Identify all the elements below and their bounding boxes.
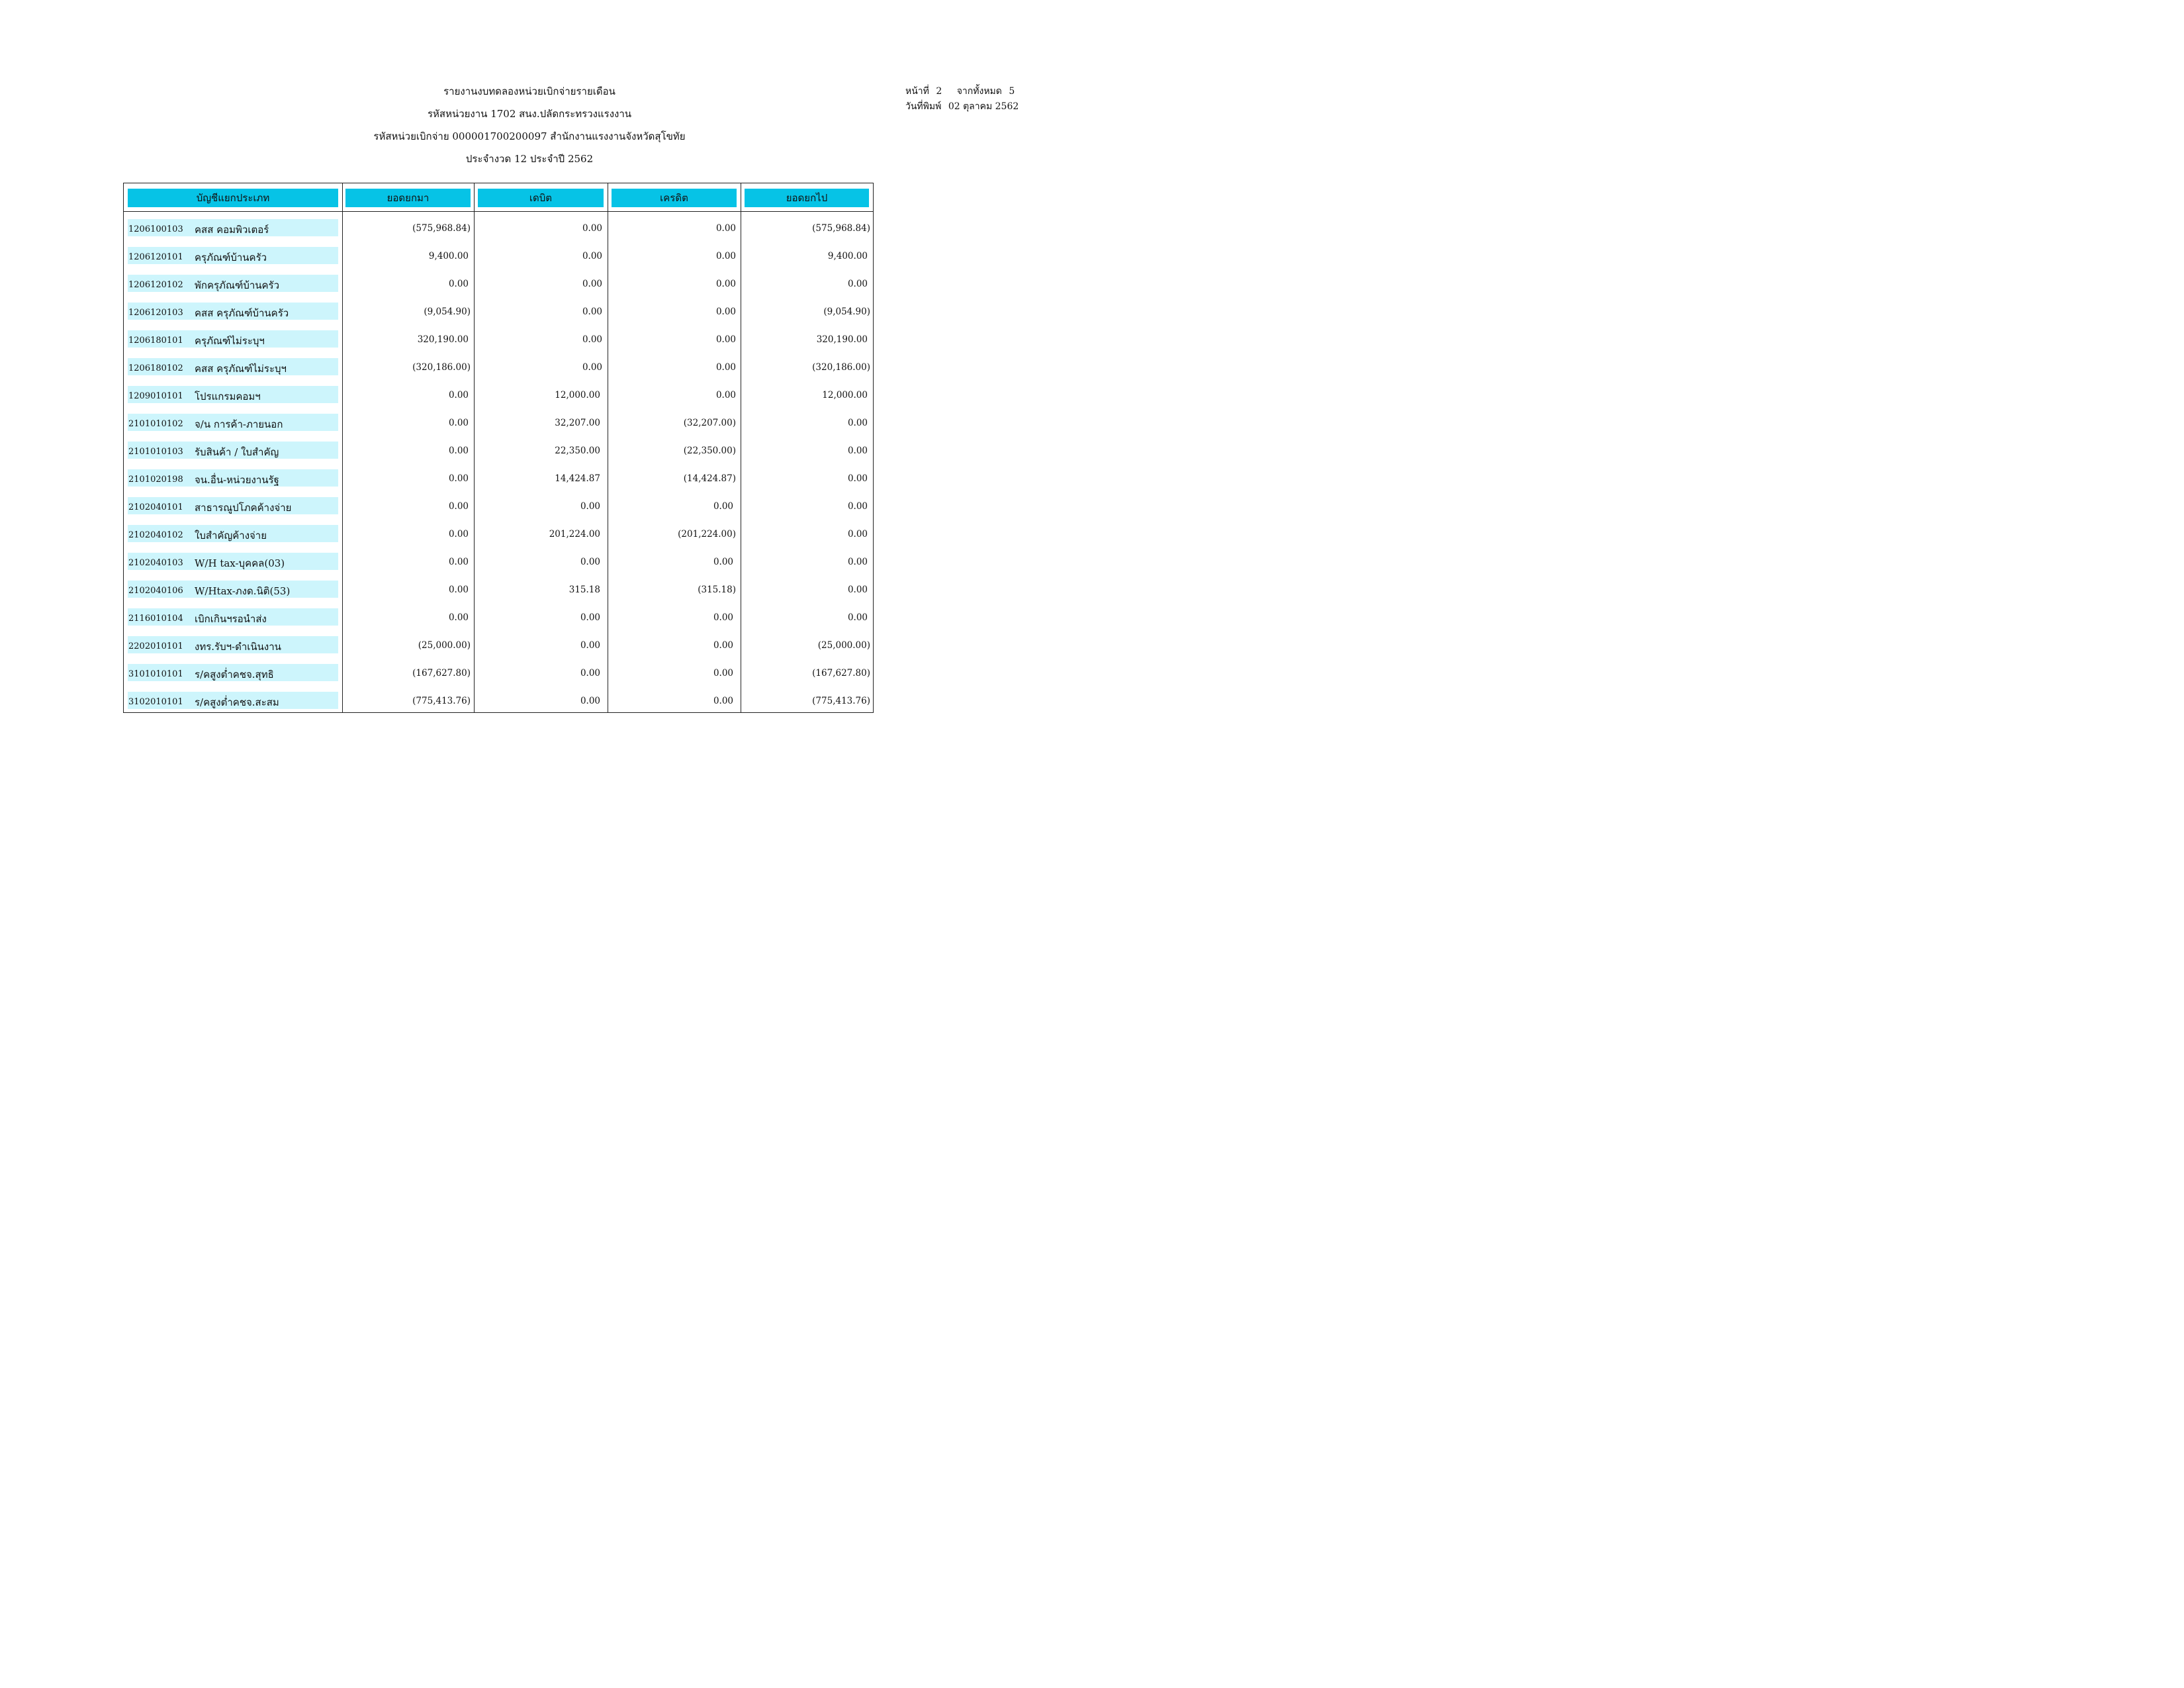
debit-value: 315.18 [569,585,600,595]
page-info [905,84,1015,99]
brought-forward-value: 0.00 [448,501,469,512]
column-header-brought-forward: ยอดยกมา [345,189,471,207]
account-code: 2101020198 [128,475,183,485]
debit-value: 201,224.00 [549,529,600,539]
column-header-account: บัญชีแยกประเภท [128,189,338,207]
table-row [0,386,1048,403]
account-cell [128,330,338,348]
carried-forward-value: (575,968.84) [812,223,870,234]
account-code: 2102040101 [128,502,183,512]
credit-value: (14,424.87) [683,473,736,484]
account-cell [128,636,338,653]
agency-line: รหัสหน่วยงาน 1702 สนง.ปลัดกระทรวงแรงงาน [427,108,632,120]
carried-forward-value: 12,000.00 [822,390,868,400]
table-row [0,469,1048,487]
brought-forward-value: 320,190.00 [417,334,469,345]
account-cell [128,692,338,709]
credit-value: (201,224.00) [678,529,736,539]
table-row [0,442,1048,459]
debit-value: 0.00 [582,223,602,234]
account-name: โปรแกรมคอมฯ [195,391,261,402]
brought-forward-value: (25,000.00) [418,640,471,651]
debit-value: 32,207.00 [555,418,600,428]
brought-forward-value: 0.00 [448,279,469,289]
carried-forward-value: 0.00 [847,418,868,428]
debit-value: 0.00 [580,640,600,651]
debit-value: 12,000.00 [555,390,600,400]
account-cell [128,469,338,487]
brought-forward-value: (575,968.84) [412,223,471,234]
page-number: 2 [936,86,942,97]
account-name: คสส ครุภัณฑ์ไม่ระบุฯ [195,363,287,375]
account-cell [128,553,338,570]
table-row [0,247,1048,264]
account-cell [128,303,338,320]
column-header-debit: เดบิต [478,189,604,207]
account-cell [128,442,338,459]
column-header-carried-forward: ยอดยกไป [745,189,869,207]
brought-forward-value: 0.00 [448,445,469,456]
account-code: 2102040106 [128,586,183,596]
credit-value: (315.18) [698,585,736,595]
carried-forward-value: 0.00 [847,473,868,484]
table-row [0,497,1048,514]
period-line: ประจำงวด 12 ประจำปี 2562 [465,153,594,165]
brought-forward-value: 0.00 [448,585,469,595]
debit-value: 14,424.87 [555,473,600,484]
brought-forward-value: 0.00 [448,557,469,567]
credit-value: 0.00 [713,612,733,623]
total-pages: 5 [1009,86,1015,97]
table-row [0,219,1048,236]
debit-value: 0.00 [582,334,602,345]
account-name: รับสินค้า / ใบสำคัญ [195,446,279,458]
account-code: 2202010101 [128,641,183,651]
account-cell [128,414,338,431]
account-name: ร/คสูงต่ำคชจ.สะสม [195,696,279,708]
brought-forward-value: 0.00 [448,473,469,484]
debit-value: 0.00 [580,612,600,623]
account-name: งทร.รับฯ-ดำเนินงาน [195,641,281,653]
table-row [0,358,1048,375]
brought-forward-value: (9,054.90) [424,306,471,317]
account-name: จ/น การค้า-ภายนอก [195,418,283,430]
credit-value: 0.00 [715,306,736,317]
carried-forward-value: (167,627.80) [812,668,870,679]
account-name: W/Htax-ภงด.นิติ(53) [195,585,291,597]
account-code: 1209010101 [128,391,183,401]
carried-forward-value: 0.00 [847,612,868,623]
disbursing-unit-line: รหัสหน่วยเบิกจ่าย 000001700200097 สำนักงานแรงงานจังหวัดสุโขทัย [373,130,686,142]
account-code: 1206100103 [128,224,183,234]
account-cell [128,275,338,292]
account-code: 1206120103 [128,308,183,318]
account-cell [128,358,338,375]
brought-forward-value: 9,400.00 [428,251,469,261]
brought-forward-value: 0.00 [448,612,469,623]
table-row [0,414,1048,431]
credit-value: 0.00 [713,557,733,567]
credit-value: 0.00 [713,501,733,512]
account-code: 2102040103 [128,558,183,568]
brought-forward-value: 0.00 [448,529,469,539]
account-name: เบิกเกินฯรอนำส่ง [195,613,267,625]
account-code: 2102040102 [128,530,183,540]
account-cell [128,497,338,514]
credit-value: 0.00 [715,362,736,373]
account-code: 1206120101 [128,252,183,262]
table-row [0,636,1048,653]
table-row [0,275,1048,292]
brought-forward-value: (320,186.00) [412,362,471,373]
credit-value: 0.00 [715,251,736,261]
account-code: 2101010103 [128,447,183,457]
account-code: 2116010104 [128,614,183,624]
page-label: หน้าที่ [905,86,929,97]
account-cell [128,608,338,626]
carried-forward-value: 0.00 [847,501,868,512]
carried-forward-value: 0.00 [847,279,868,289]
carried-forward-value: 9,400.00 [827,251,868,261]
credit-value: 0.00 [715,223,736,234]
debit-value: 0.00 [580,501,600,512]
carried-forward-value: 0.00 [847,557,868,567]
table-row [0,330,1048,348]
table-row [0,664,1048,681]
account-cell [128,664,338,681]
brought-forward-value: (775,413.76) [412,696,471,706]
credit-value: 0.00 [715,279,736,289]
credit-value: 0.00 [715,334,736,345]
account-name: W/H tax-บุคคล(03) [195,557,285,569]
account-name: จน.อื่น-หน่วยงานรัฐ [195,474,279,486]
carried-forward-value: 320,190.00 [816,334,868,345]
table-row [0,581,1048,598]
account-name: สาธารณูปโภคค้างจ่าย [195,502,292,514]
credit-value: 0.00 [713,696,733,706]
account-cell [128,247,338,264]
account-code: 3102010101 [128,697,183,707]
brought-forward-value: 0.00 [448,390,469,400]
table-row [0,303,1048,320]
brought-forward-value: 0.00 [448,418,469,428]
table-row [0,692,1048,709]
debit-value: 0.00 [580,696,600,706]
account-code: 3101010101 [128,669,183,679]
account-cell [128,386,338,403]
debit-value: 0.00 [582,251,602,261]
carried-forward-value: 0.00 [847,445,868,456]
account-code: 2101010102 [128,419,183,429]
account-name: ร/คสูงต่ำคชจ.สุทธิ [195,669,274,680]
print-date-label: วันที่พิมพ์ [905,101,942,112]
credit-value: (32,207.00) [683,418,736,428]
account-name: ครุภัณฑ์บ้านครัว [195,252,267,263]
carried-forward-value: (9,054.90) [823,306,870,317]
account-cell [128,219,338,236]
brought-forward-value: (167,627.80) [412,668,471,679]
account-code: 1206180102 [128,363,183,373]
credit-value: 0.00 [713,668,733,679]
debit-value: 0.00 [582,306,602,317]
account-name: ครุภัณฑ์ไม่ระบุฯ [195,335,265,347]
account-cell [128,525,338,542]
carried-forward-value: 0.00 [847,529,868,539]
carried-forward-value: 0.00 [847,585,868,595]
debit-value: 0.00 [580,557,600,567]
carried-forward-value: (775,413.76) [812,696,870,706]
total-pages-label: จากทั้งหมด [956,86,1002,97]
credit-value: 0.00 [713,640,733,651]
debit-value: 0.00 [582,279,602,289]
print-date-info [905,99,1019,114]
account-code: 1206180101 [128,336,183,346]
header-divider [123,211,874,212]
account-name: ใบสำคัญค้างจ่าย [195,530,267,541]
column-header-credit: เครดิต [612,189,737,207]
account-name: พักครุภัณฑ์บ้านครัว [195,279,280,291]
account-name: คสส ครุภัณฑ์บ้านครัว [195,307,289,319]
credit-value: (22,350.00) [683,445,736,456]
carried-forward-value: (320,186.00) [812,362,870,373]
report-title: รายงานงบทดลองหน่วยเบิกจ่ายรายเดือน [443,85,615,97]
table-row [0,525,1048,542]
table-row [0,553,1048,570]
credit-value: 0.00 [715,390,736,400]
debit-value: 0.00 [580,668,600,679]
account-code: 1206120102 [128,280,183,290]
print-date: 02 ตุลาคม 2562 [948,101,1019,112]
account-cell [128,581,338,598]
debit-value: 0.00 [582,362,602,373]
table-row [0,608,1048,626]
carried-forward-value: (25,000.00) [817,640,870,651]
debit-value: 22,350.00 [555,445,600,456]
account-name: คสส คอมพิวเตอร์ [195,224,269,236]
